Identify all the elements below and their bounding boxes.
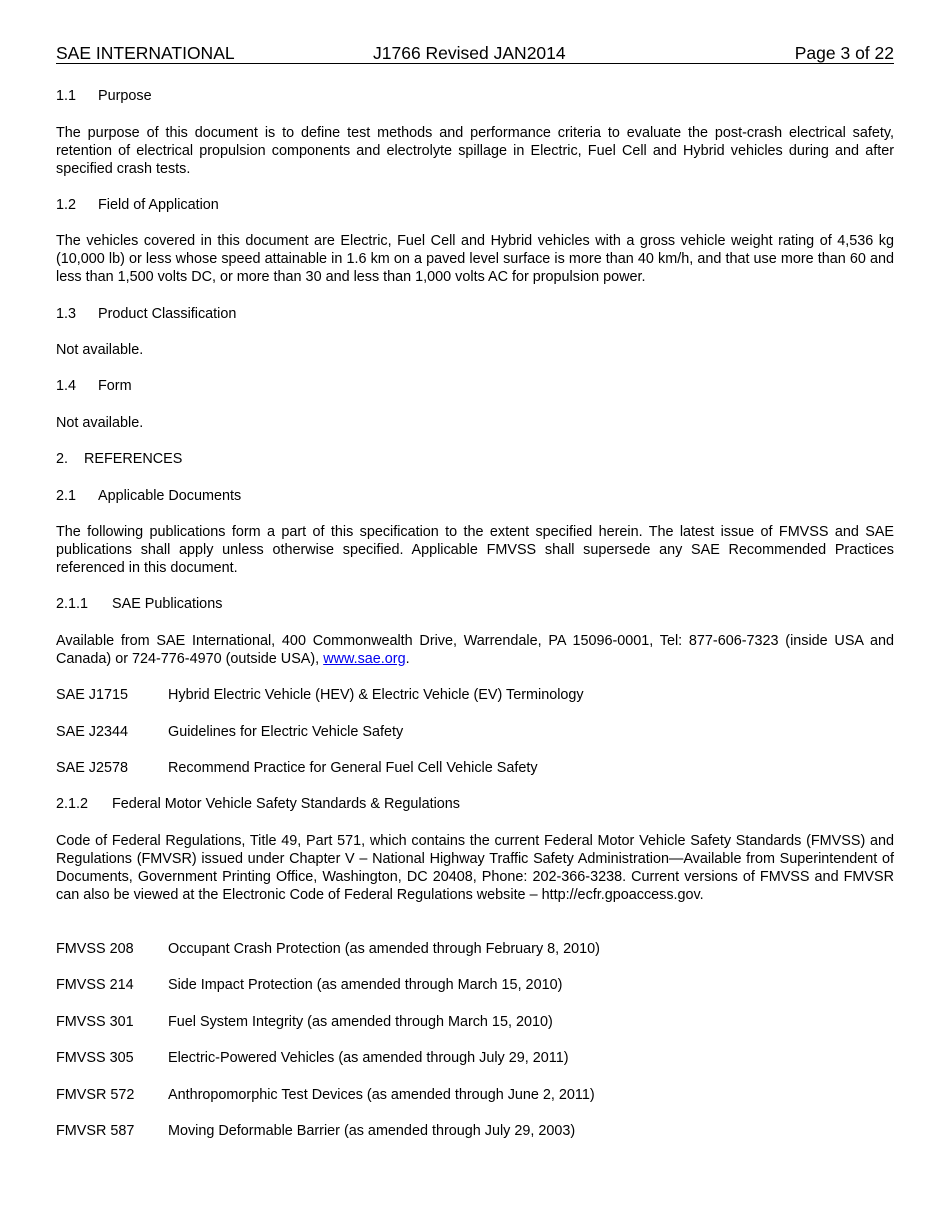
reference-title: Electric-Powered Vehicles (as amended through July 29, 2011) xyxy=(168,1050,569,1066)
reference-code: FMVSS 214 xyxy=(56,977,134,993)
reference-row xyxy=(56,1013,894,1031)
header-organization: SAE INTERNATIONAL xyxy=(56,43,235,63)
section-title: Field of Application xyxy=(98,197,219,213)
section-heading-2-1-1 xyxy=(56,595,894,613)
reference-row xyxy=(56,1049,894,1067)
reference-row xyxy=(56,940,894,958)
section-title: Federal Motor Vehicle Safety Standards & Regulations xyxy=(112,796,460,812)
section-body-1-3: Not available. xyxy=(56,342,144,358)
section-body-2-1-1 xyxy=(56,632,894,668)
reference-row xyxy=(56,686,894,704)
reference-code: FMVSR 587 xyxy=(56,1123,135,1139)
reference-title: Occupant Crash Protection (as amended through February 8, 2010) xyxy=(168,941,600,957)
section-number: 1.2 xyxy=(56,197,77,213)
section-heading-2-1-2 xyxy=(56,795,894,813)
header-page-number: Page 3 of 22 xyxy=(794,43,894,63)
section-title: REFERENCES xyxy=(84,451,183,467)
sae-website-link[interactable]: www.sae.org xyxy=(323,651,406,667)
sae-link-period: . xyxy=(405,651,410,667)
reference-title: Side Impact Protection (as amended through March 15, 2010) xyxy=(168,977,563,993)
reference-row xyxy=(56,1086,894,1104)
section-heading-1-4 xyxy=(56,377,894,395)
reference-row xyxy=(56,976,894,994)
section-heading-2 xyxy=(56,450,894,468)
section-title: Form xyxy=(98,378,132,394)
section-number: 1.4 xyxy=(56,378,77,394)
section-body-1-2: The vehicles covered in this document are Electric, Fuel Cell and Hybrid vehicles with a gross vehicle weight rating of 4,536 kg (10,000 lb) or less whose speed attainable in 1.6 km on a paved level surface is more than 40 km/h, and that use more than 60 and less than 1,500 volts DC, or more than 30 and less than 1,000 volts AC for propulsion power. xyxy=(56,233,894,285)
section-number: 2.1 xyxy=(56,488,77,504)
reference-title: Anthropomorphic Test Devices (as amended through June 2, 2011) xyxy=(168,1087,595,1103)
section-body-2-1: The following publications form a part of this specification to the extent specified herein. The latest issue of FMVSS and SAE publications shall apply unless otherwise specified. Applicable FMVSS shall supersede any SAE Recommended Practices referenced in this document. xyxy=(56,524,894,576)
section-body-1-1: The purpose of this document is to define test methods and performance criteria to evaluate the post-crash electrical safety, retention of electrical propulsion components and electrolyte spillage in Electric, Fuel Cell and Hybrid vehicles during and after specified crash tests. xyxy=(56,125,894,177)
section-number: 1.3 xyxy=(56,306,77,322)
reference-code: FMVSR 572 xyxy=(56,1087,135,1103)
reference-row xyxy=(56,723,894,741)
section-title: Product Classification xyxy=(98,306,237,322)
section-heading-1-3 xyxy=(56,305,894,323)
reference-title: Recommend Practice for General Fuel Cell Vehicle Safety xyxy=(168,760,538,776)
sae-availability-text: Available from SAE International, 400 Commonwealth Drive, Warrendale, PA 15096-0001, Tel: 877-606-7323 (inside USA and Canada) or 724-776-4970 (outside USA), xyxy=(56,633,894,667)
section-heading-1-2 xyxy=(56,196,894,214)
reference-title: Guidelines for Electric Vehicle Safety xyxy=(168,724,404,740)
section-title: Applicable Documents xyxy=(98,488,242,504)
page-header xyxy=(56,43,894,64)
section-body-1-4: Not available. xyxy=(56,415,144,431)
section-heading-2-1 xyxy=(56,487,894,505)
section-body-2-1-2: Code of Federal Regulations, Title 49, Part 571, which contains the current Federal Motor Vehicle Safety Standards (FMVSS) and Regulations (FMVSR) issued under Chapter V – National Highway Traffic Safety Administration—Available from Superintendent of Documents, Government Printing Office, Washington, DC 20408, Phone: 202-366-3238. Current versions of FMVSS and FMVSR can also be viewed at the Electronic Code of Federal Regulations website – http://ecfr.gpoaccess.gov. xyxy=(56,833,894,903)
reference-code: FMVSS 301 xyxy=(56,1014,134,1030)
reference-row xyxy=(56,759,894,777)
reference-code: FMVSS 305 xyxy=(56,1050,134,1066)
header-document-id: J1766 Revised JAN2014 xyxy=(373,43,566,63)
reference-title: Moving Deformable Barrier (as amended through July 29, 2003) xyxy=(168,1123,576,1139)
section-number: 1.1 xyxy=(56,88,77,104)
reference-code: SAE J2578 xyxy=(56,760,129,776)
section-title: SAE Publications xyxy=(112,596,223,612)
reference-code: FMVSS 208 xyxy=(56,941,134,957)
reference-title: Hybrid Electric Vehicle (HEV) & Electric Vehicle (EV) Terminology xyxy=(168,687,584,703)
reference-code: SAE J2344 xyxy=(56,724,129,740)
reference-title: Fuel System Integrity (as amended through March 15, 2010) xyxy=(168,1014,553,1030)
section-heading-1-1 xyxy=(56,87,894,105)
section-title: Purpose xyxy=(98,88,152,104)
section-number: 2. xyxy=(56,451,69,467)
section-number: 2.1.2 xyxy=(56,796,89,812)
reference-row xyxy=(56,1122,894,1140)
section-number: 2.1.1 xyxy=(56,596,89,612)
reference-code: SAE J1715 xyxy=(56,687,129,703)
